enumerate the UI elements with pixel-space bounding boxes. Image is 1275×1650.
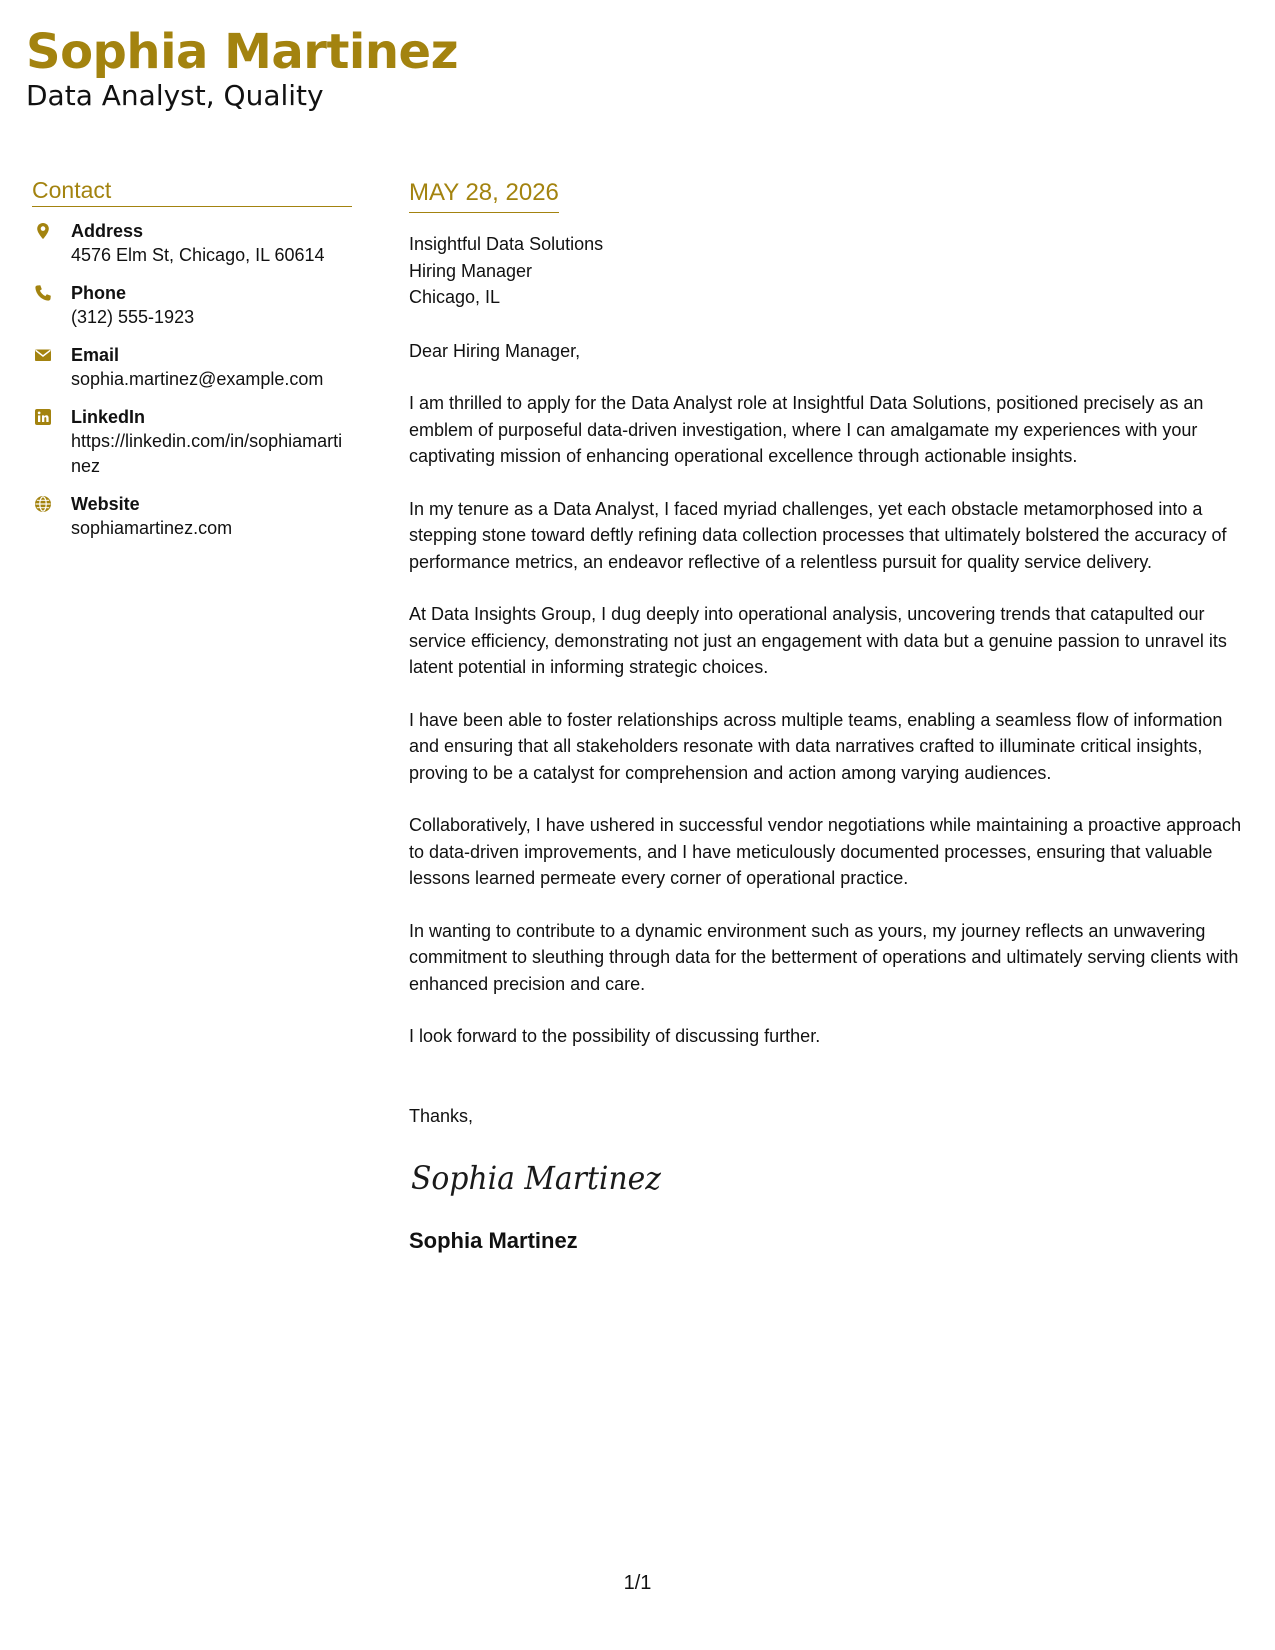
contact-phone (32, 281, 352, 330)
recipient-company: Insightful Data Solutions (409, 234, 604, 254)
applicant-name: Sophia Martinez (26, 24, 459, 80)
contact-sidebar (32, 175, 352, 554)
linkedin-icon (34, 408, 52, 426)
envelope-icon (34, 346, 52, 364)
map-pin-icon (34, 222, 52, 240)
email-value[interactable]: sophia.martinez@example.com (71, 369, 324, 389)
contact-website (32, 492, 352, 541)
contact-label: Phone (71, 283, 127, 303)
letter-paragraph: In wanting to contribute to a dynamic environment such as yours, my journey reflects an unwavering commitment to sleuthing through data for the betterment of operations and ultimately serving clients with enhanced precision and care. (409, 920, 1239, 994)
recipient-location: Chicago, IL (409, 287, 501, 307)
signer-name: Sophia Martinez (409, 1228, 578, 1253)
contact-linkedin (32, 405, 352, 479)
letter-paragraph: I look forward to the possibility of discussing further. (409, 1026, 821, 1046)
closing: Thanks, (409, 1105, 474, 1126)
applicant-title: Data Analyst, Quality (26, 79, 324, 112)
greeting: Dear Hiring Manager, (409, 340, 581, 361)
recipient-role: Hiring Manager (409, 260, 533, 281)
letter-paragraph: I have been able to foster relationships across multiple teams, enabling a seamless flow of information and ensuring that all stakeholders resonate with data narratives crafted to illuminate critical insights, proving to be a catalyst for comprehension and action among varying audiences. (409, 709, 1223, 783)
contact-label: Email (71, 345, 120, 365)
contact-label: Website (71, 494, 140, 514)
website-value[interactable]: sophiamartinez.com (71, 518, 233, 538)
letter-paragraph: In my tenure as a Data Analyst, I faced myriad challenges, yet each obstacle metamorphosed into a stepping stone toward deftly refining data collection processes that ultimately bolstered the accuracy of performance metrics, an endeavor reflective of a relentless pursuit for quality service delivery. (409, 498, 1227, 572)
address-value: 4576 Elm St, Chicago, IL 60614 (71, 245, 325, 265)
recipient-block (409, 231, 1249, 311)
page-number: 1/1 (623, 1572, 652, 1594)
letter-body (409, 178, 1249, 1255)
linkedin-value[interactable]: https://linkedin.com/in/sophiamartinez (71, 431, 343, 476)
resume-header (26, 22, 458, 114)
letter-date: MAY 28, 2026 (409, 178, 559, 213)
letter-paragraph: At Data Insights Group, I dug deeply into operational analysis, uncovering trends that catapulted our service efficiency, demonstrating not just an engagement with data but a genuine passion to unravel its latent potential in informing strategic choices. (409, 604, 1227, 677)
letter-paragraph: I am thrilled to apply for the Data Analyst role at Insightful Data Solutions, positioned precisely as an emblem of purposeful data-driven investigation, where I can amalgamate my experiences with your captivating mission of enhancing operational excellence through actionable insights. (409, 393, 1204, 466)
contact-email (32, 343, 352, 392)
contact-label: LinkedIn (71, 407, 146, 427)
contact-label: Address (71, 221, 144, 241)
contact-address (32, 219, 352, 268)
globe-icon (34, 495, 52, 513)
phone-icon (34, 284, 52, 302)
contact-heading: Contact (32, 175, 352, 207)
handwritten-signature (409, 1151, 669, 1203)
phone-value[interactable]: (312) 555-1923 (71, 307, 195, 327)
svg-text:Sophia Martinez: Sophia Martinez (411, 1159, 663, 1197)
letter-paragraph: Collaboratively, I have ushered in successful vendor negotiations while maintaining a proactive approach to data-driven improvements, and I have meticulously documented processes, ensuring that valuable lessons learned permeate every corner of operational practice. (409, 815, 1242, 888)
